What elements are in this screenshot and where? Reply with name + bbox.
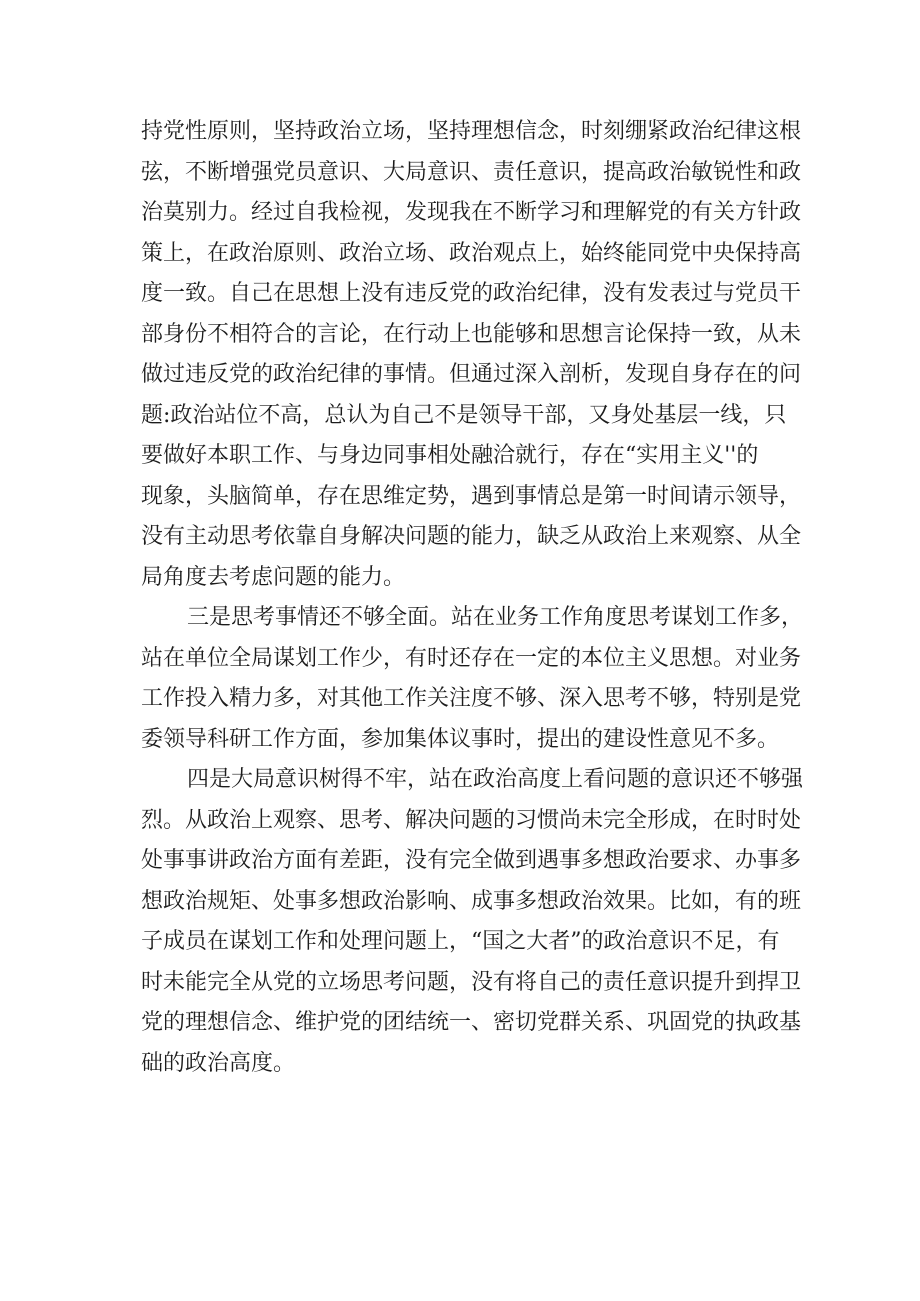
text-line: 现象，头脑简单，存在思维定势，遇到事情总是第一时间请示领导， [141,483,802,509]
text-line: 弦，不断增强党员意识、大局意识、责任意识，提高政治敏锐性和政 [141,159,802,185]
text-line: 题:政治站位不高，总认为自己不是领导干部，又身处基层一线，只 [141,402,787,428]
text-line: 站在单位全局谋划工作少，有时还存在一定的本位主义思想。对业务 [141,645,802,671]
text-line: 子成员在谋划工作和处理问题上，“国之大者”的政治意识不足，有 [141,929,780,954]
text-line: 部身份不相符合的言论，在行动上也能够和思想言论保持一致，从未 [141,321,802,347]
text-line: 处事事讲政治方面有差距，没有完全做到遇事多想政治要求、办事多 [141,848,802,873]
text-line: 要做好本职工作、与身边同事相处融洽就行，存在“实用主义''的 [141,443,759,468]
text-line: 工作投入精力多，对其他工作关注度不够、深入思考不够，特别是党 [141,686,802,711]
text-line: 持党性原则，坚持政治立场，坚持理想信念，时刻绷紧政治纪律这根 [141,119,802,144]
text-line: 没有主动思考依靠自身解决问题的能力，缺乏从政治上来观察、从全 [141,524,802,549]
text-line: 三是思考事情还不够全面。站在业务工作角度思考谋划工作多， [187,605,804,630]
text-line: 局角度去考虑问题的能力。 [141,564,406,590]
text-line: 策上，在政治原则、政治立场、政治观点上，始终能同党中央保持高 [141,240,802,266]
text-line: 度一致。自己在思想上没有违反党的政治纪律，没有发表过与党员干 [141,281,802,306]
text-line: 础的政治高度。 [141,1050,296,1076]
text-line: 四是大局意识树得不牢，站在政治高度上看问题的意识还不够强 [187,767,804,792]
text-line: 想政治规矩、处事多想政治影响、成事多想政治效果。比如，有的班 [141,888,802,914]
text-line: 做过违反党的政治纪律的事情。但通过深入剖析，发现自身存在的问 [141,362,802,387]
text-line: 委领导科研工作方面，参加集体议事时，提出的建设性意见不多。 [141,726,780,752]
text-line: 烈。从政治上观察、思考、解决问题的习惯尚未完全形成，在时时处 [141,807,802,833]
paragraph-political-stance [141,112,802,598]
text-line: 治莫别力。经过自我检视，发现我在不断学习和理解党的有关方针政 [141,200,802,225]
paragraph-point-four [141,760,804,1084]
text-line: 时未能完全从党的立场思考问题，没有将自己的责任意识提升到捍卫 [141,969,802,995]
paragraph-point-three [141,598,804,760]
document-body [141,112,804,1084]
text-line: 党的理想信念、维护党的团结统一、密切党群关系、巩固党的执政基 [141,1010,802,1035]
